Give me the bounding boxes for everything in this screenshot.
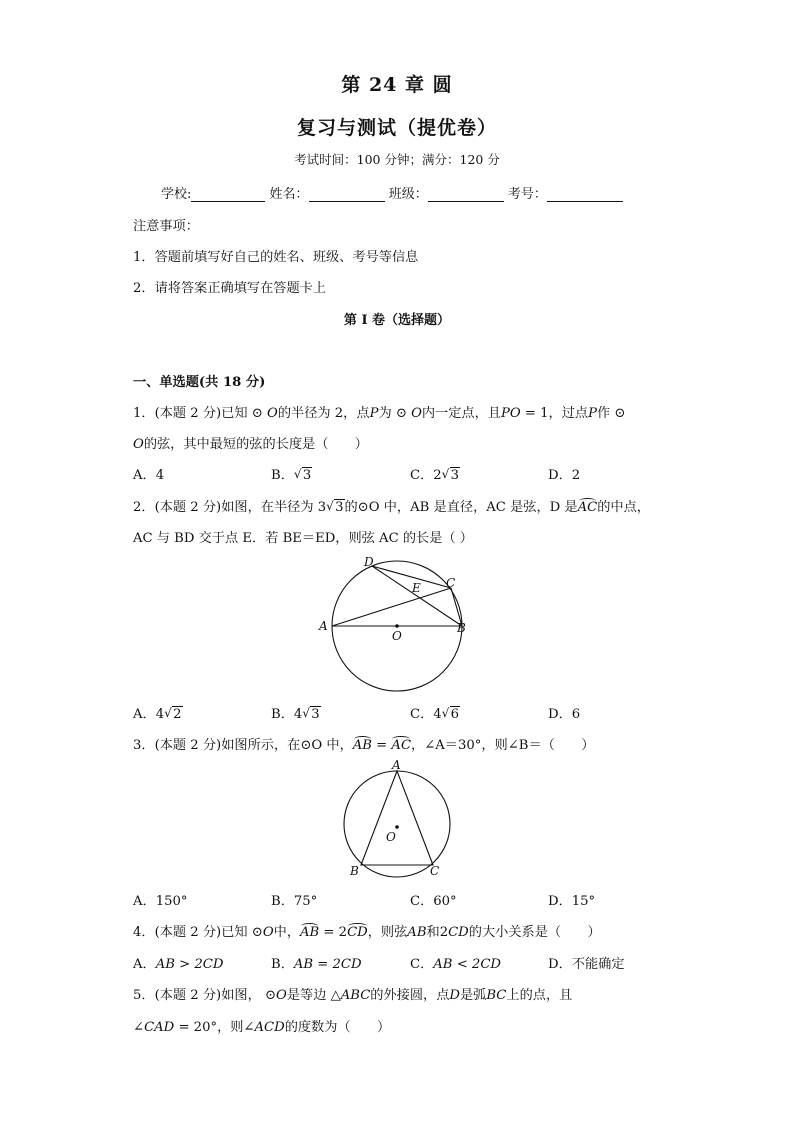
question-2-figure — [310, 552, 490, 697]
section-title: 一、单选题(共 18 分) — [133, 375, 266, 390]
option-d[interactable]: D．不能确定 — [548, 957, 625, 972]
question-5-line-2: ∠CAD = 20°，则∠ACD的度数为（ ） — [133, 1020, 391, 1035]
option-b[interactable]: B．4√ 3 — [271, 703, 321, 722]
question-4-options — [133, 953, 733, 971]
label-e: E — [412, 581, 421, 595]
question-3-line-1: 3．(本题 2 分)如图所示，在⊙O 中，AB = AC，∠A＝30°，则∠B＝（ ） — [133, 738, 595, 753]
question-2-options — [133, 703, 733, 721]
exam-subtitle: 复习与测试（提优卷） — [296, 117, 497, 139]
school-field[interactable] — [191, 187, 265, 202]
option-c[interactable]: C．60° — [410, 894, 457, 909]
question-1-line-2: O的弦，其中最短的弦的长度是（ ） — [133, 437, 368, 452]
question-5-line-1: 5．(本题 2 分)如图， ⊙O是等边 △ABC的外接圆，点D是弧BC上的点，且 — [133, 988, 573, 1003]
label-a: A — [392, 758, 401, 772]
question-1-line-1: 1．(本题 2 分)已知 ⊙ O的半径为 2，点P为 ⊙ O内一定点，且PO = 1，过点P作 ⊙ — [133, 406, 626, 421]
volume-title: 第 I 卷（选择题） — [343, 313, 451, 328]
school-label: 学校: — [161, 187, 192, 202]
option-d[interactable]: D．6 — [548, 707, 581, 722]
question-2-line-2: AC 与 BD 交于点 E．若 BE＝ED，则弦 AC 的长是（ ） — [133, 531, 473, 546]
option-a[interactable]: A．4 — [133, 468, 165, 483]
name-field[interactable] — [309, 187, 385, 202]
id-label: 考号： — [507, 187, 547, 202]
exam-meta: 考试时间：100 分钟；满分：120 分 — [294, 152, 500, 167]
question-1-options — [133, 464, 733, 482]
chord-bd — [372, 566, 462, 626]
note-item: 2．请将答案正确填写在答题卡上 — [133, 281, 327, 296]
option-b[interactable]: B．AB = 2CD — [271, 957, 362, 972]
student-info-row — [161, 183, 623, 202]
option-c[interactable]: C．4√ 6 — [410, 703, 460, 722]
option-c[interactable]: C．AB < 2CD — [410, 957, 501, 972]
option-b[interactable]: B．√ 3 — [271, 464, 312, 483]
class-field[interactable] — [428, 187, 504, 202]
question-3-figure — [330, 758, 470, 883]
label-a: A — [319, 619, 328, 633]
label-d: D — [364, 555, 374, 569]
option-a[interactable]: A．4√ 2 — [133, 703, 183, 722]
chapter-title: 第 24 章 圆 — [341, 74, 453, 96]
label-c: C — [430, 864, 440, 878]
option-c[interactable]: C．2√ 3 — [410, 464, 460, 483]
center-point — [395, 624, 399, 628]
note-item: 1．答题前填写好自己的姓名、班级、考号等信息 — [133, 250, 419, 265]
name-label: 姓名： — [269, 187, 309, 202]
question-4-line-1: 4．(本题 2 分)已知 ⊙O中，AB = 2CD，则弦AB和2CD的大小关系是（ ） — [133, 925, 601, 940]
label-b: B — [350, 864, 359, 878]
label-o: O — [392, 629, 402, 643]
label-c: C — [446, 576, 456, 590]
class-label: 班级： — [388, 187, 428, 202]
option-d[interactable]: D．15° — [548, 894, 596, 909]
option-d[interactable]: D．2 — [548, 468, 581, 483]
circle-o — [344, 771, 450, 877]
question-3-options — [133, 890, 733, 908]
question-2-line-1: 2．(本题 2 分)如图，在半径为 3√ 3的⊙O 中，AB 是直径，AC 是弦，D 是AC的中点， — [133, 496, 650, 515]
option-a[interactable]: A．150° — [133, 894, 188, 909]
option-b[interactable]: B．75° — [271, 894, 318, 909]
triangle-abc — [361, 771, 433, 865]
id-field[interactable] — [547, 187, 623, 202]
option-a[interactable]: A．AB > 2CD — [133, 957, 224, 972]
label-b: B — [457, 621, 466, 635]
label-o: O — [386, 830, 396, 844]
center-point — [395, 825, 399, 829]
notes-heading: 注意事项： — [133, 219, 199, 234]
